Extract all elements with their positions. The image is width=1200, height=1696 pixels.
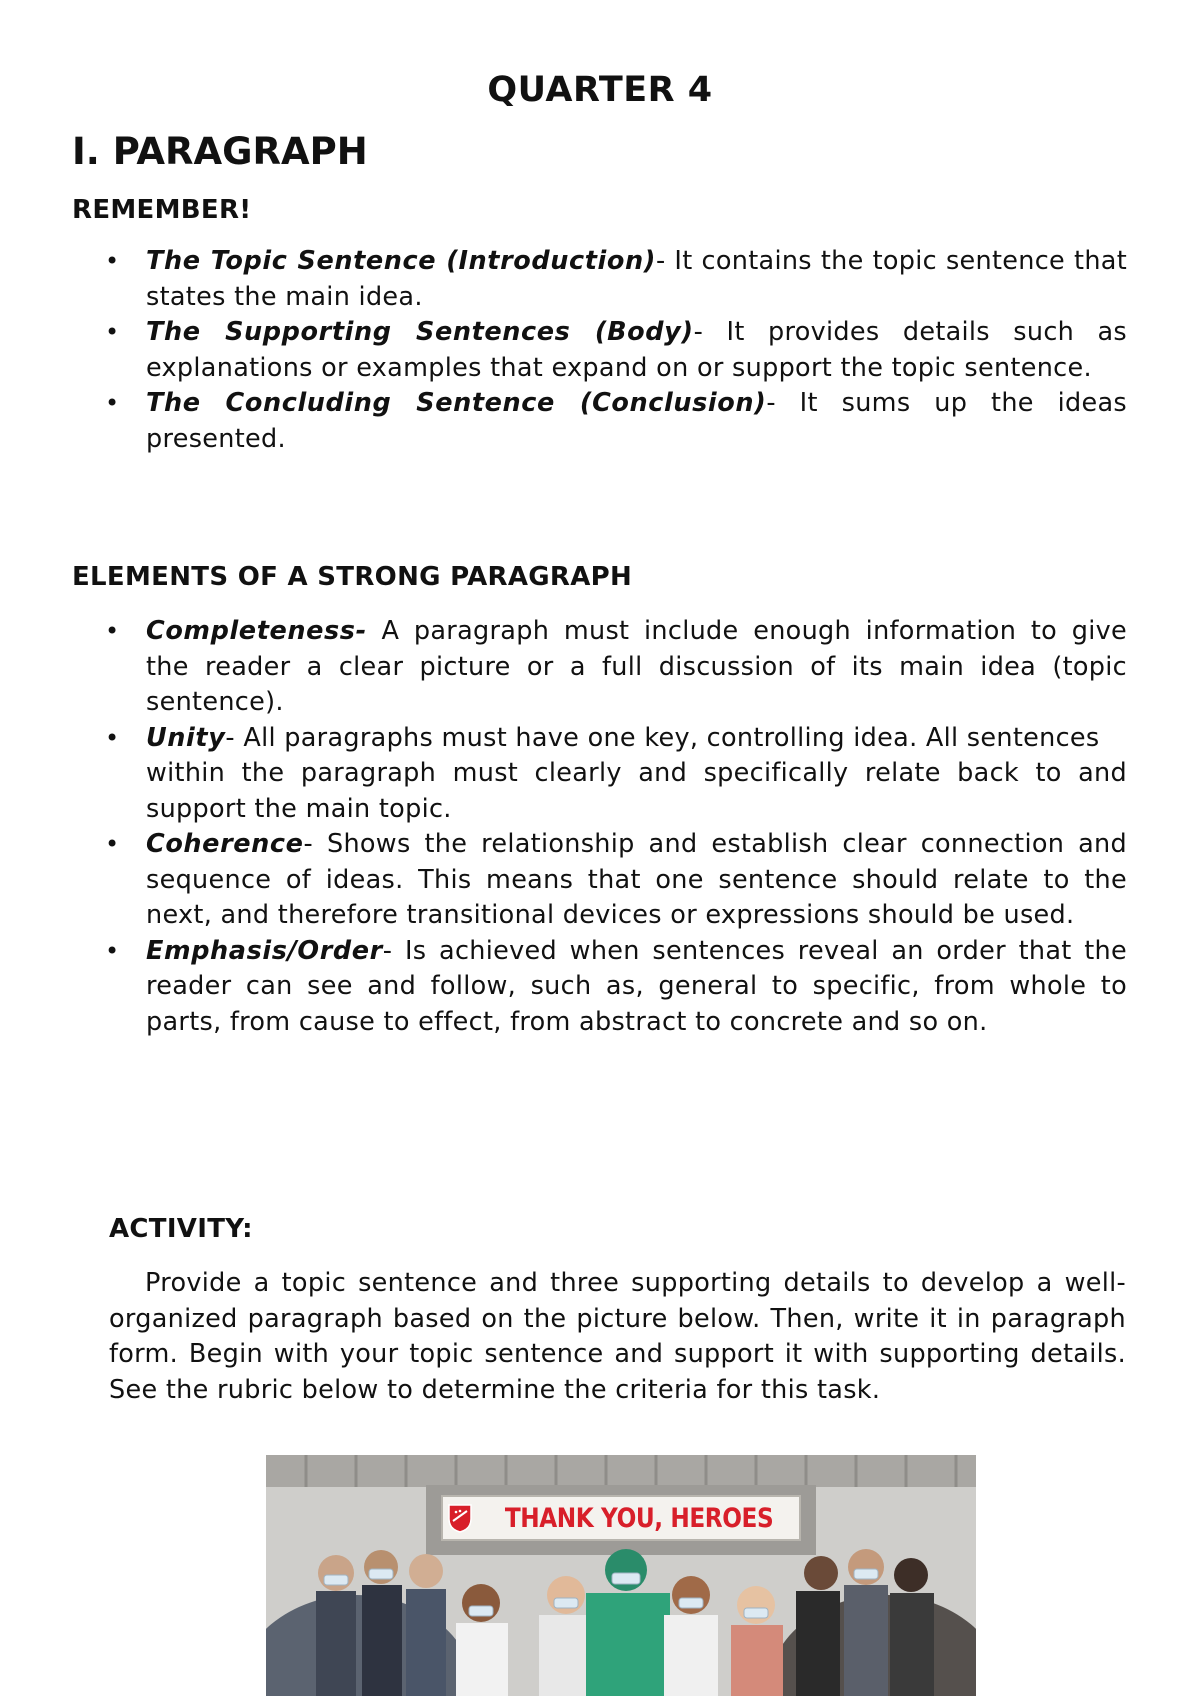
activity-instructions: Provide a topic sentence and three supporting details to develop a well-organized paragraph based on the picture below. Then, write it in paragraph form. Begin with your topic sentence and support it with supporting details. See the rubric below to determine the criteria for this task. xyxy=(109,1268,1126,1405)
bullet-icon: • xyxy=(105,723,120,752)
list-item xyxy=(72,721,1127,828)
term-label: Unity xyxy=(146,722,226,753)
bullet-icon: • xyxy=(105,247,120,275)
term-label: Coherence xyxy=(146,829,304,859)
heroes-poster-image xyxy=(266,1455,976,1696)
term-label: Completeness- xyxy=(146,616,367,646)
term-description: - It provides details such as explanations or examples that expand on or support the topic sentence. xyxy=(146,317,1127,383)
activity-heading: ACTIVITY: xyxy=(109,1214,253,1244)
bullet-icon: • xyxy=(105,936,120,965)
term-description: - All paragraphs must have one key, controlling idea. All sentences xyxy=(225,722,1100,753)
elements-list xyxy=(72,614,1127,1040)
term-description-continued: within the paragraph must clearly and specifically relate back to and support the main topic. xyxy=(146,758,1127,824)
poster-banner xyxy=(441,1495,801,1541)
remember-heading: REMEMBER! xyxy=(72,195,252,225)
term-label: Emphasis/Order xyxy=(146,935,383,966)
term-description: - It sums up the ideas presented. xyxy=(146,388,1127,454)
term-label: The Supporting Sentences (Body) xyxy=(146,317,694,347)
term-label: The Topic Sentence (Introduction) xyxy=(146,246,656,276)
poster-illustration xyxy=(266,1455,976,1696)
list-item xyxy=(72,315,1127,386)
bullet-icon: • xyxy=(105,389,120,417)
bullet-icon: • xyxy=(105,318,120,346)
poster-banner-text: THANK YOU, HEROES xyxy=(504,1502,774,1534)
elements-heading: ELEMENTS OF A STRONG PARAGRAPH xyxy=(72,562,633,592)
term-description: - Is achieved when sentences reveal an order that the reader can see and follow, such as, general to specific, from whole to parts, from cause to effect, from abstract to concrete and so on. xyxy=(146,935,1127,1037)
list-item xyxy=(72,614,1127,721)
term-label: The Concluding Sentence (Conclusion) xyxy=(146,388,767,418)
term-description: - It contains the topic sentence that states the main idea. xyxy=(146,246,1127,312)
page-title: QUARTER 4 xyxy=(487,70,713,110)
term-description: - Shows the relationship and establish clear connection and sequence of ideas. This means that one sentence should relate to the next, and therefore transitional devices or expressions should be used. xyxy=(146,829,1127,930)
mls-shield-logo-icon xyxy=(447,1503,473,1533)
section-title: I. PARAGRAPH xyxy=(72,130,368,173)
list-item xyxy=(72,386,1127,457)
list-item xyxy=(72,827,1127,934)
remember-list xyxy=(72,244,1127,457)
list-item xyxy=(72,244,1127,315)
list-item xyxy=(72,934,1127,1041)
bullet-icon: • xyxy=(105,617,120,645)
bullet-icon: • xyxy=(105,830,120,858)
term-description: A paragraph must include enough information to give the reader a clear picture or a full discussion of its main idea (topic sentence). xyxy=(146,616,1127,717)
